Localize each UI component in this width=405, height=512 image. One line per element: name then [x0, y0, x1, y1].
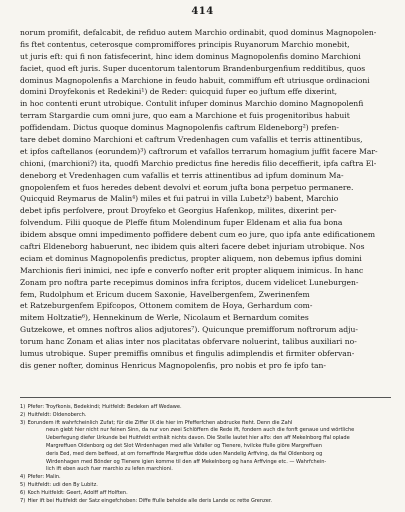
body-line: domini Droyfekonis et Redekini¹) de Reder: quicquid fuper eo juftum effe dixerint, — [20, 87, 338, 97]
footnote-line — [20, 427, 391, 435]
footnote-line — [20, 482, 391, 490]
footnote-mark: 7) — [20, 497, 26, 504]
footnote-mark: 5) — [20, 481, 26, 488]
footnote-mark: 3) — [20, 419, 26, 426]
footnote-line — [20, 451, 391, 459]
footnote-line — [20, 466, 391, 474]
body-line: lumus utrobique. Super premiffis omnibus et fingulis adimplendis et firmiter obfervan- — [20, 349, 355, 359]
body-line: Quicquid Reymarus de Malin⁴) miles et fui patrui in villa Lubetz⁵) babent, Marchio — [20, 194, 339, 204]
footnotes — [20, 401, 391, 505]
page-number: 414 — [191, 6, 214, 17]
body-line: mitem Holtzatie⁶), Hennekinum de Werle, Nicolaum et Bernardum comites — [20, 313, 309, 323]
footnote-text: Pfefer: Troyfkonis, Bedekindi; Huitfeldt: Bedeken aff Wedawe. — [27, 404, 182, 410]
body-line: deneborg et Vredenhagen cum vafallis et terris attinentibus ad ipfum dominum Ma- — [20, 170, 344, 180]
body-line: fis ftet contentus, ceterosque compromiffores principis Ruyanorum Marchio monebit, — [20, 39, 350, 49]
body-line: in hoc contenti erunt utrobique. Contulit infuper dominus Marchio domino Magnopolenfi — [20, 99, 364, 109]
body-line: dominus Magnopolenfis a Marchione in feudo habuit, commiffum eft utriusque ordinacioni — [20, 75, 370, 85]
footnote-line — [20, 443, 391, 451]
body-line: caftri Eldeneborg habuerunt, nec ibidem quis alteri facere debet injuriam utrobique. Nos — [20, 242, 365, 252]
footnote-line — [20, 490, 391, 498]
footnote-text: Eorundem ift wahrfcheinlich Zufat; für die Ziffer IX die hier im Pfefferfchen abdrucke fteht. Denn die Zahl — [27, 419, 293, 426]
footnote-line — [20, 498, 391, 506]
body-line: gnopolenfem et fuos heredes debent devolvi et eorum jufta bona perpetuo permanere. — [20, 182, 354, 192]
body-line: folvendum. Filii quoque de Pleffe fitum Molendinum fuper Eldenam et alia fua bona — [20, 218, 343, 228]
footnote-mark: 4) — [20, 474, 26, 481]
footnote-line — [20, 420, 391, 428]
body-line: Gutzekowe, et omnes noftros alios adjutores⁷). Quicunque premifforum noftrorum adju- — [20, 325, 358, 335]
body-line: chioni, (marchioni?) ita, quodfi Marchio predictus fine heredis filio deceffierit, ipfa caftra El- — [20, 158, 377, 168]
body-line: faciet, quod eft juris. Super ducentorum talentorum Brandenburgenfium redditibus, quos — [20, 63, 366, 73]
footnote-text: Wirdenhagen med Bönder og Tienere igien komme til den aff Mekelnborg og hans Arffvinge etc. — Wahrfchein- — [46, 458, 327, 465]
body-line: tare debet domino Marchioni et caftrum Vredenhagen cum vafallis et terris attinentibus, — [20, 135, 363, 145]
footnote-divider — [20, 397, 391, 398]
footnote-text: deris Eed, med dem beffeed, at om forneffinde Margreffue döde uden Mandelig Arffving, da ffal Oldenborg og — [46, 450, 323, 457]
body-line: ibidem absque omni impedimento poffidere debent cum eo jure, quo ipfa ante edificationem — [20, 230, 376, 240]
footnote-mark: 6) — [20, 489, 26, 496]
body-text — [20, 27, 391, 372]
body-line: et Ratzeburgenfem Epifcopos, Ottonem comitem de Hoya, Gerhardum com- — [20, 301, 313, 311]
body-line: dis gener nofter, dominus Henricus Magnopolenfis, pro nobis et pro fe ipfo tan- — [20, 360, 326, 370]
footnote-text: Huitfeldt: udi den By Lubitz. — [27, 481, 98, 488]
footnote-text: Hier ift bei Huitfeldt der Satz eingefchoben: Diffe ffulle beholde alle deris Lande oc rette Grenzer. — [27, 497, 272, 504]
footnote-text: Margreffuen Oldenborg og det Slot Wirdenhagen med alle Vafaller og Tienere, hvilcke ffulle giöre Margreffuen — [46, 442, 322, 449]
footnote-line — [20, 404, 391, 412]
footnote-line — [20, 474, 391, 482]
footnote-line — [20, 459, 391, 467]
footnote-line — [20, 435, 391, 443]
body-line: debet ipfis perfolvere, prout Droyfeko et Georgius Hafenkop, milites, dixerint per- — [20, 206, 337, 216]
body-line: poffidendam. Dictus quoque dominus Magnopolenfis caftrum Eldeneborg²) prefen- — [20, 123, 339, 133]
footnote-text: lich ift eben auch fuer marchio zu lefen marchioni. — [46, 466, 173, 473]
footnote-text: Ueberfegung diefer Urkunde bei Huitfeldt enthält nichts davon. Die Stelle lautet hier alfo: den aff Mekelnborg ffal oplade — [46, 435, 350, 442]
body-line: eciam et dominus Magnopolenfis predictus, propter aliquem, non debemus ipfius domini — [20, 253, 362, 263]
body-line: torum hanc Zonam et alias inter nos placitatas obfervare noluerint, talibus auxiliari no- — [20, 337, 357, 347]
body-line: Zonam pro noftra parte recepimus dominos infra fcriptos, ducem videlicet Luneburgen- — [20, 277, 359, 287]
body-line: terram Stargardie cum omni jure, quo eam a Marchione et fuis progenitoribus habuit — [20, 111, 350, 121]
body-line: fem, Rudolphum et Ericum ducem Saxonie, Havelbergenfem, Zwerinenfem — [20, 289, 310, 299]
footnote-mark: 2) — [20, 411, 26, 418]
body-line: norum promifit, defalcabit, de refiduo autem Marchio ordinabit, quod dominus Magnopolen- — [20, 28, 377, 37]
footnote-line — [20, 412, 391, 420]
footnote-text: Huitfeldt: Oldenoberch. — [27, 411, 87, 418]
body-line: et ipfos caftellanos (eorundem)³) caftrorum et vafallos terrarum homagium juffit facere Mar- — [20, 146, 378, 156]
body-line: Marchionis fieri inimici, nec ipfe e converfo nofter erit propter aliquem inimicus. In hanc — [20, 265, 364, 275]
footnote-text: Koch Huitfeldt: Geert, Adolff aff Holften. — [27, 489, 128, 496]
footnote-text: neun giebt hier nicht nur feinen Sinn, da nur von zwei Schlöffern die Rede ift, fondern auch die fonft genaue und wörtliche — [46, 427, 355, 434]
body-line: ut juris eft: qui fi non fatisfecerint, hinc idem dominus Magnopolenfis domino Marchioni — [20, 51, 361, 61]
footnote-mark: 1) — [20, 404, 26, 410]
footnote-text: Pfefer: Malin. — [27, 474, 61, 481]
